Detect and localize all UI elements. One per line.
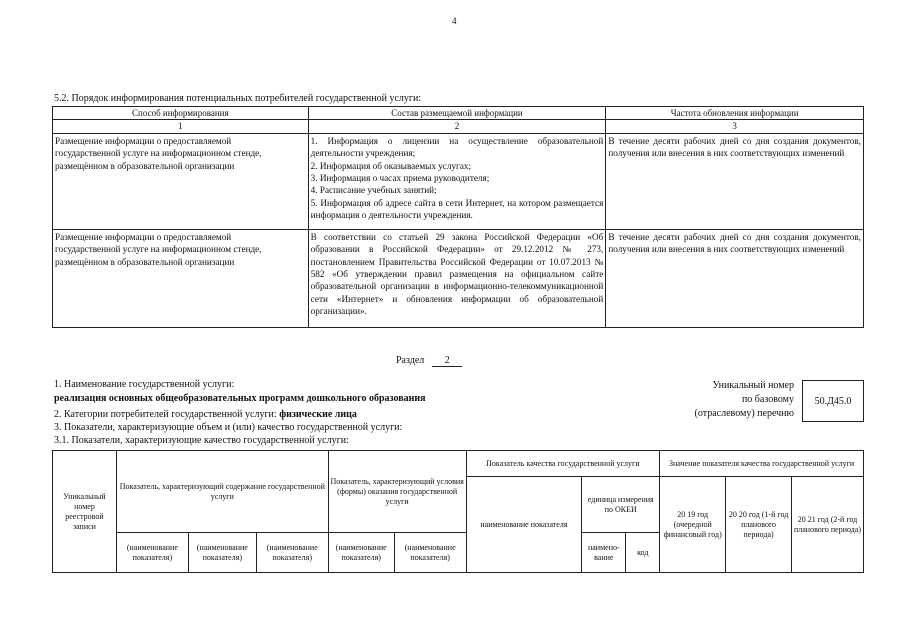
method-line: Размещение информации о предоставляемой: [55, 231, 232, 242]
sub-name: (наименование показателя): [256, 533, 328, 573]
col-registry: Уникальный номер реестровой записи: [53, 451, 117, 573]
year-3: 20 21 год (2-й год планового периода): [792, 477, 864, 573]
col-content: Показатель, характеризующий содержание государственной услуги: [116, 451, 328, 533]
content-line: 3. Информация о часах приема руководителя;: [310, 173, 490, 184]
method-line: государственной услуге на информационном стенде,: [55, 148, 262, 159]
unique-code-box: 50.Д45.0: [802, 380, 864, 422]
year-1: 20 19 год (очередной финансовый год): [660, 477, 726, 573]
section-heading: [396, 355, 462, 367]
method-line: размещённом в образовательной организации: [55, 256, 235, 267]
table-row: [53, 229, 864, 327]
unique-label-line: Уникальный номер: [712, 380, 794, 391]
sub-name: (наименование показателя): [328, 533, 394, 573]
section-5-2-title: 5.2. Порядок информирования потенциальных потребителей государственной услуги:: [54, 93, 422, 104]
section-number: 2: [432, 355, 462, 367]
unique-number-label: [660, 379, 794, 421]
header-frequency: Частота обновления информации: [606, 107, 864, 120]
quality-table: [52, 450, 864, 573]
col-number-2: 2: [308, 120, 606, 133]
method-line: Размещение информации о предоставляемой: [55, 135, 232, 146]
content-line: 4. Расписание учебных занятий;: [310, 185, 437, 196]
frequency-cell: В течение десяти рабочих дней со дня создания документов, получения или внесения в них соответствующих изменений: [606, 133, 864, 229]
consumer-category: [54, 409, 357, 420]
method-line: государственной услуге на информационном стенде,: [55, 244, 262, 255]
header-method: Способ информирования: [53, 107, 309, 120]
method-cell: [53, 133, 309, 229]
unique-label-line: по базовому: [741, 394, 794, 405]
year-2: 20 20 год (1-й год планового периода): [726, 477, 792, 573]
header-content: Состав размещаемой информации: [308, 107, 606, 120]
col-number-3: 3: [606, 120, 864, 133]
content-cell: [308, 133, 606, 229]
col-number-1: 1: [53, 120, 309, 133]
col-quality: Показатель качества государственной услуги: [466, 451, 660, 477]
consumer-category-value: физические лица: [279, 409, 357, 420]
method-line: размещённом в образовательной организации: [55, 160, 235, 171]
unique-label-line: (отраслевому) перечню: [694, 408, 794, 419]
sub-name: (наименование показателя): [394, 533, 466, 573]
page-number: 4: [452, 16, 457, 26]
unit-name: наимено-вание: [582, 533, 626, 573]
method-cell: [53, 229, 309, 327]
unit-code: код: [626, 533, 660, 573]
content-cell: В соответствии со статьей 29 закона Российской Федерации «Об образовании в Российской Федерации» от 29.12.2012 № 273, постановлением Правительства Российской Федерации от 10.07.2013 № 582 «Об утверждении правил размещения на официальном сайте образовательной организации в информационно-телекоммуникационной сети «Интернет» и обновления информации об образовательной организации».: [308, 229, 606, 327]
col-value: Значение показателя качества государственной услуги: [660, 451, 864, 477]
indicator-name: наименование показателя: [466, 477, 582, 573]
unit-okei: единица измерения по ОКЕИ: [582, 477, 660, 533]
sub-name: (наименование показателя): [188, 533, 256, 573]
content-line: 5. Информация об адресе сайта в сети Интернет, на котором размещается информация о деятельности учреждения.: [310, 197, 604, 221]
service-name-value: реализация основных общеобразовательных программ дошкольного образования: [54, 393, 426, 404]
frequency-cell: В течение десяти рабочих дней со дня создания документов, получения или внесения в них соответствующих изменений: [606, 229, 864, 327]
indicators-label: 3. Показатели, характеризующие объем и (или) качество государственной услуги:: [54, 422, 403, 433]
service-name-label: 1. Наименование государственной услуги:: [54, 379, 235, 390]
col-conditions: Показатель, характеризующий условия (формы) оказания государственной услуги: [328, 451, 466, 533]
content-line: 2. Информация об оказываемых услугах;: [310, 160, 472, 171]
table-row: [53, 133, 864, 229]
info-table: [52, 106, 864, 328]
sub-name: (наименование показателя): [116, 533, 188, 573]
section-label: Раздел: [396, 355, 425, 366]
consumer-category-label: 2. Категории потребителей государственной услуги:: [54, 409, 277, 420]
content-line: 1. Информация о лицензии на осуществление образовательной деятельности учреждения;: [310, 135, 604, 159]
quality-indicators-label: 3.1. Показатели, характеризующие качество государственной услуги:: [54, 435, 349, 446]
